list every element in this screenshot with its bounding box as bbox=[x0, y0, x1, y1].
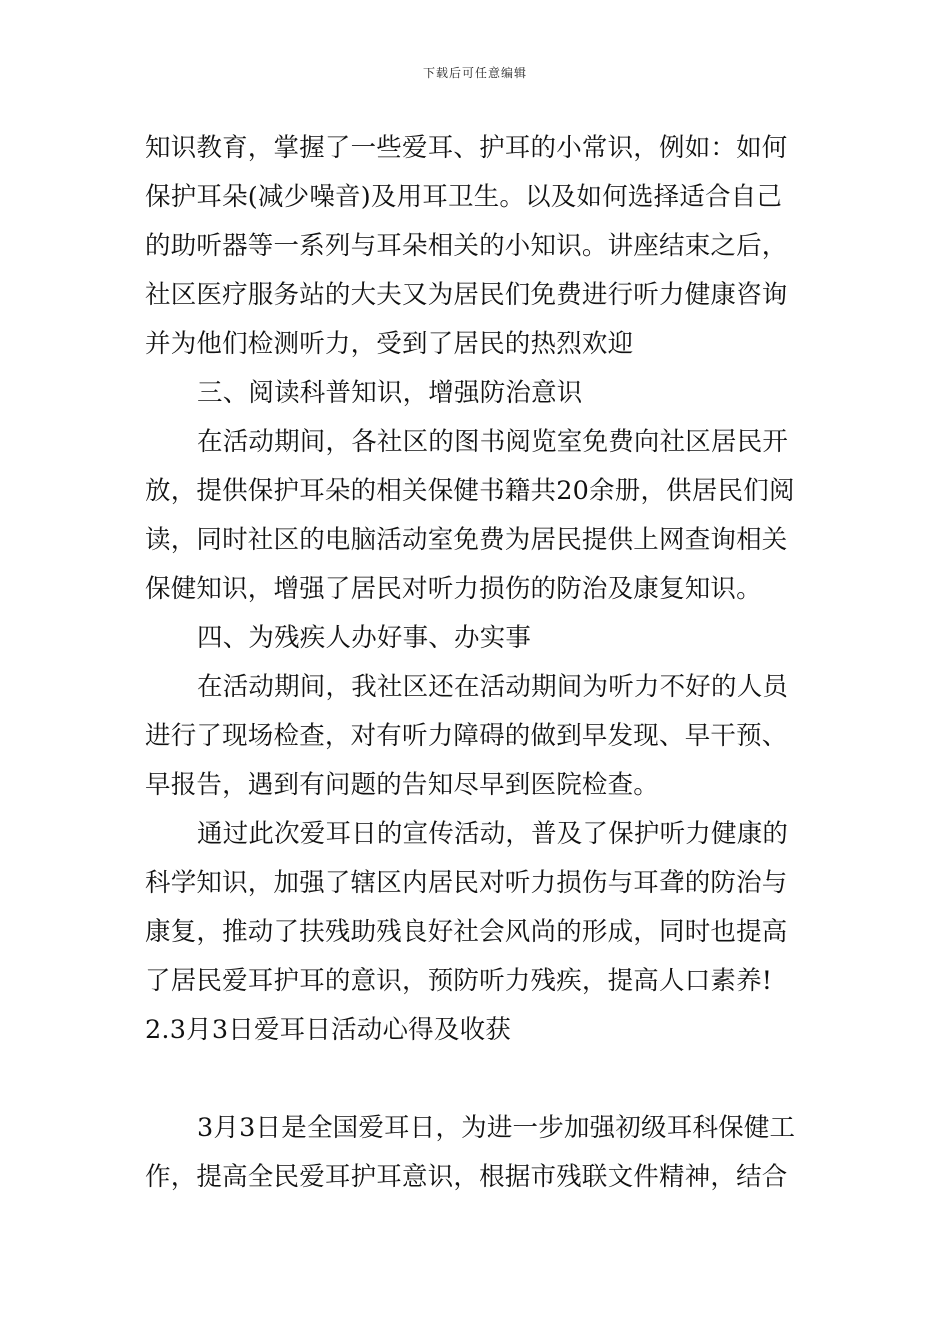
text-line: 在活动期间，我社区还在活动期间为听力不好的人员 bbox=[197, 672, 789, 702]
text-line: 放，提供保护耳朵的相关保健书籍共20余册，供居民们阅 bbox=[145, 476, 795, 506]
section-heading: 三、阅读科普知识，增强防治意识 bbox=[197, 378, 583, 408]
text-line: 的助听器等一系列与耳朵相关的小知识。讲座结束之后， bbox=[145, 231, 788, 261]
blank-line bbox=[145, 1055, 808, 1104]
document-body bbox=[145, 124, 808, 1202]
text-line: 康复，推动了扶残助残良好社会风尚的形成，同时也提高 bbox=[145, 917, 788, 947]
section-heading: 四、为残疾人办好事、办实事 bbox=[197, 623, 532, 653]
text-line: 保健知识，增强了居民对听力损伤的防治及康复知识。 bbox=[145, 574, 762, 604]
text-line: 早报告，遇到有问题的告知尽早到医院检查。 bbox=[145, 770, 660, 800]
text-line: 科学知识，加强了辖区内居民对听力损伤与耳聋的防治与 bbox=[145, 868, 788, 898]
text-line: 知识教育，掌握了一些爱耳、护耳的小常识，例如：如何 bbox=[145, 133, 788, 163]
text-line: 3月3日是全国爱耳日，为进一步加强初级耳科保健工 bbox=[197, 1113, 796, 1143]
article-title: 2.3月3日爱耳日活动心得及收获 bbox=[145, 1015, 511, 1045]
text-line: 通过此次爱耳日的宣传活动，普及了保护听力健康的 bbox=[197, 819, 789, 849]
text-line: 读，同时社区的电脑活动室免费为居民提供上网查询相关 bbox=[145, 525, 788, 555]
page-header: 下载后可任意编辑 bbox=[422, 66, 527, 80]
text-line: 了居民爱耳护耳的意识，预防听力残疾，提高人口素养! bbox=[145, 966, 773, 996]
text-line: 作，提高全民爱耳护耳意识，根据市残联文件精神，结合 bbox=[145, 1162, 788, 1192]
text-line: 并为他们检测听力，受到了居民的热烈欢迎 bbox=[145, 329, 634, 359]
text-line: 进行了现场检查，对有听力障碍的做到早发现、早干预、 bbox=[145, 721, 788, 751]
text-line: 社区医疗服务站的大夫又为居民们免费进行听力健康咨询 bbox=[145, 280, 788, 310]
text-line: 在活动期间，各社区的图书阅览室免费向社区居民开 bbox=[197, 427, 789, 457]
text-line: 保护耳朵(减少噪音)及用耳卫生。以及如何选择适合自己 bbox=[145, 182, 783, 212]
